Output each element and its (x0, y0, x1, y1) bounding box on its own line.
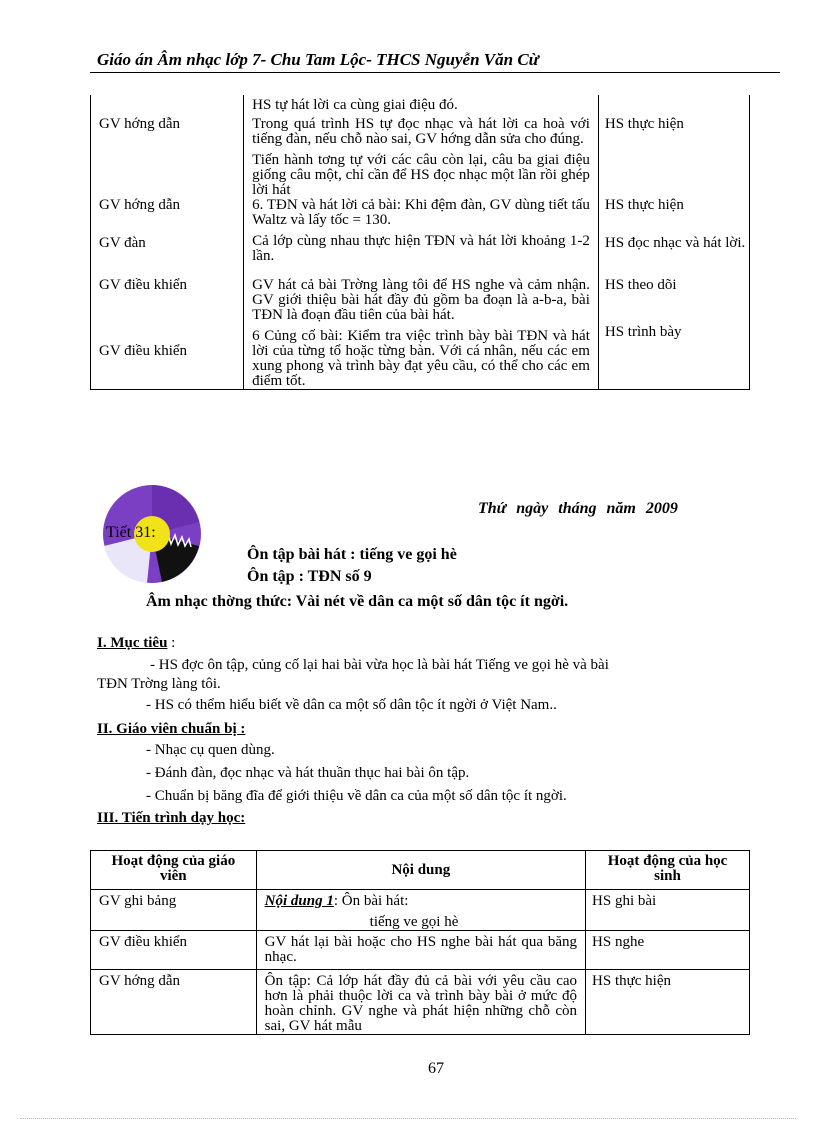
header-student: Hoạt động của học sinh (586, 851, 750, 890)
student-cell: HS nghe (586, 931, 750, 970)
document-header: Giáo án Âm nhạc lớp 7- Chu Tam Lộc- THCS Nguyễn Văn Cừ (97, 50, 539, 69)
teacher-cell (91, 147, 244, 198)
content-label: Nội dung 1 (264, 893, 334, 909)
content-cell (256, 890, 585, 931)
table-row (91, 113, 750, 147)
prep-item: - Đánh đàn, đọc nhạc và hát thuần thục hai bài ôn tập. (146, 765, 470, 781)
student-cell: HS đọc nhạc và hát lời. (598, 228, 749, 264)
teacher-cell: GV hớng dẫn (91, 198, 244, 228)
prep-item: - Chuẩn bị băng đĩa để giới thiệu về dân ca của một số dân tộc ít ngời. (146, 788, 567, 804)
content-cell: HS tự hát lời ca cùng giai điệu đó. (244, 95, 599, 113)
section-title: I. Mục tiêu (97, 635, 168, 651)
table-row (91, 264, 750, 323)
topic-song-review: Ôn tập bài hát : tiếng ve gọi hè (247, 546, 457, 563)
content-cell: Tiến hành tơng tự với các câu còn lại, câu ba giai điệu giống câu một, chỉ cần để HS đọc nhạc một lần rồi ghép lời hát (244, 147, 599, 198)
teacher-cell: GV điều khiển (91, 264, 244, 323)
table-row (91, 323, 750, 390)
table-row (91, 228, 750, 264)
topic-music-knowledge: Âm nhạc thờng thức: Vài nét về dân ca một số dân tộc ít ngời. (146, 593, 569, 610)
teacher-cell: GV hớng dẫn (91, 970, 257, 1035)
header-content: Nội dung (256, 851, 585, 890)
table-row (91, 95, 750, 113)
date-line: Thứ ngày tháng năm 2009 (478, 500, 678, 517)
topic-tdn-review: Ôn tập : TĐN số 9 (247, 568, 372, 585)
teacher-cell: GV điều khiển (91, 931, 257, 970)
student-cell: HS ghi bài (586, 890, 750, 931)
section-preparation: II. Giáo viên chuẩn bị : (97, 721, 246, 737)
header-rule (90, 72, 780, 73)
teacher-cell: GV điều khiển (91, 323, 244, 390)
objective-1-cont: TĐN Trờng làng tôi. (97, 676, 221, 692)
table-row (91, 890, 750, 931)
teacher-cell (91, 95, 244, 113)
table-row (91, 970, 750, 1035)
student-cell: HS theo dõi (598, 264, 749, 323)
content-cell: Trong quá trình HS tự đọc nhạc và hát lời ca hoà với tiếng đàn, nếu chỗ nào sai, GV hớng dẫn sửa cho đúng. (244, 113, 599, 147)
table-header-row (91, 851, 750, 890)
prep-item: - Nhạc cụ quen dùng. (146, 742, 275, 758)
table-row (91, 931, 750, 970)
content-subtitle: tiếng ve gọi hè (369, 914, 459, 930)
student-cell: HS thực hiện (586, 970, 750, 1035)
teacher-cell: GV ghi bảng (91, 890, 257, 931)
section-procedure: III. Tiến trình dạy học: (97, 810, 246, 826)
content-cell: GV hát cả bài Trờng làng tôi để HS nghe và cảm nhận. GV giới thiệu bài hát đầy đủ gồm ba đoạn là a-b-a, bài TĐN là đoạn đầu tiên của bài hát. (244, 264, 599, 323)
content-cell: 6 Củng cố bài: Kiểm tra việc trình bày bài TĐN và hát lời của từng tổ hoặc từng bàn. Với cá nhân, nếu các em xung phong và trình bày đạt yêu cầu, có thể cho các em điểm tốt. (244, 323, 599, 390)
page-number: 67 (428, 1060, 444, 1077)
teacher-cell: GV đàn (91, 228, 244, 264)
objective-1: - HS đợc ôn tập, củng cố lại hai bài vừa học là bài hát Tiếng ve gọi hè và bài (150, 657, 609, 673)
activity-table-2 (90, 850, 750, 1035)
content-cell: 6. TĐN và hát lời cả bài: Khi đệm đàn, GV dùng tiết tấu Waltz và lấy tốc = 130. (244, 198, 599, 228)
student-cell: HS thực hiện (598, 198, 749, 228)
lesson-number: Tiết 31: (106, 524, 156, 541)
student-cell (598, 147, 749, 198)
section-objectives (97, 635, 175, 652)
content-cell: Ôn tập: Cả lớp hát đầy đủ cả bài với yêu cầu cao hơn là phải thuộc lời ca và trình bày bài ở mức độ hoàn chỉnh. GV nghe và phát hiện những chỗ còn sai, GV hát mẫu (256, 970, 585, 1035)
activity-table-1 (90, 95, 750, 390)
table-row (91, 147, 750, 198)
student-cell: HS trình bày (598, 323, 749, 390)
section-title-suffix: : (167, 635, 176, 651)
content-cell: Cả lớp cùng nhau thực hiện TĐN và hát lời khoảng 1-2 lần. (244, 228, 599, 264)
objective-2: - HS có thểm hiểu biết về dân ca một số dân tộc ít ngời ở Việt Nam.. (146, 697, 557, 713)
page-bottom-edge (20, 1118, 796, 1119)
student-cell (598, 95, 749, 113)
content-text: : Ôn bài hát: (333, 893, 409, 909)
teacher-cell: GV hớng dẫn (91, 113, 244, 147)
student-cell: HS thực hiện (598, 113, 749, 147)
content-cell: GV hát lại bài hoặc cho HS nghe bài hát qua băng nhạc. (256, 931, 585, 970)
header-teacher: Hoạt động của giáo viên (91, 851, 257, 890)
table-row (91, 198, 750, 228)
